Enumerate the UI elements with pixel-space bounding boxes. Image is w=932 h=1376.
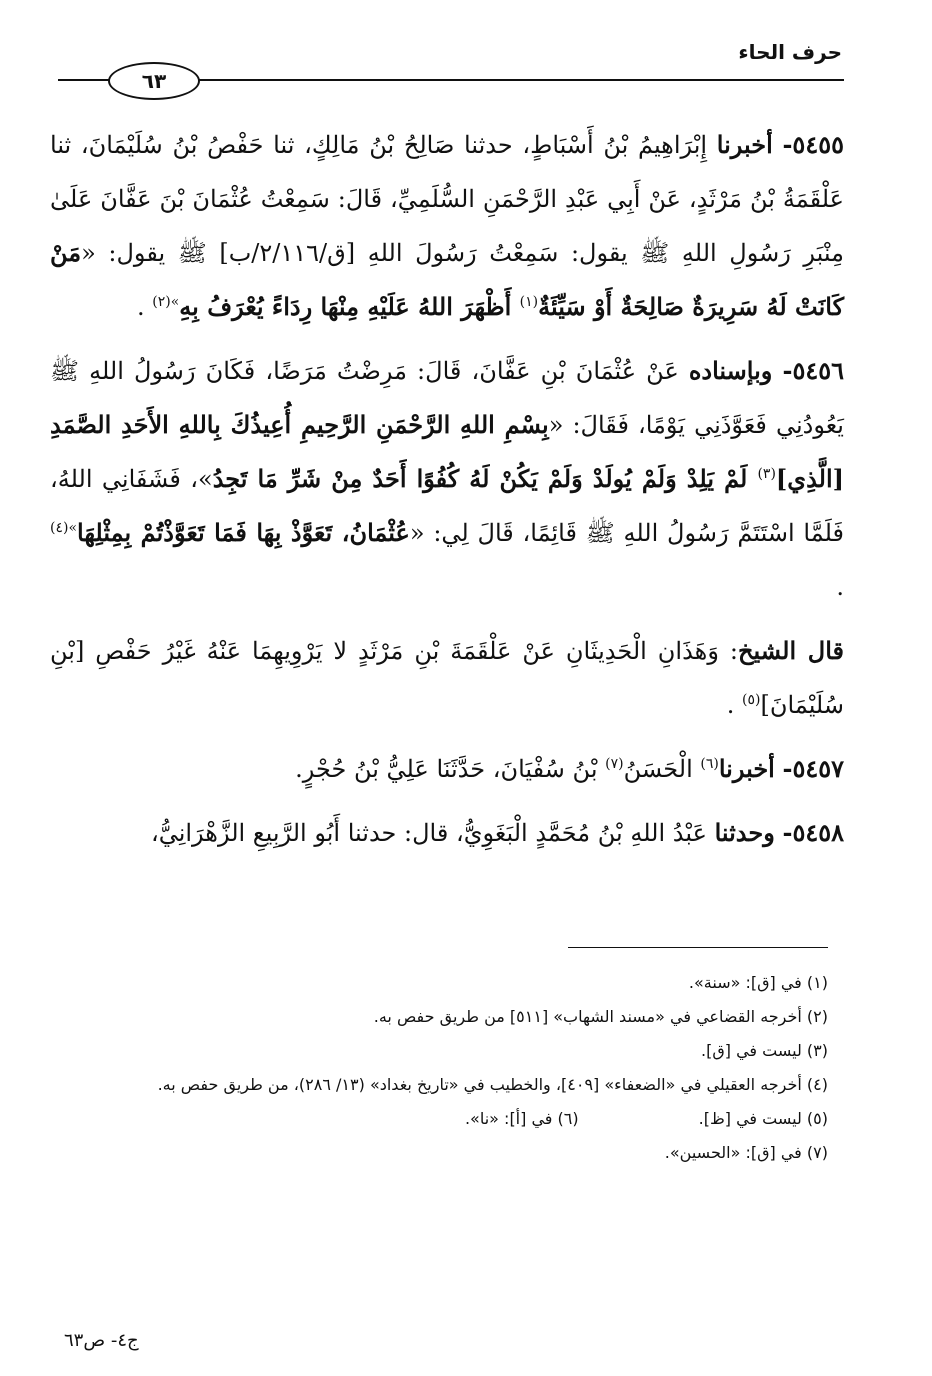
narration-keyword: وحدثنا: [714, 818, 775, 847]
narration-keyword: أخبرنا: [718, 754, 775, 783]
hadith-text: بِسْمِ اللهِ الرَّحْمَنِ الرَّحِيمِ أُعِيذُكَ بِاللهِ الأَحَدِ الصَّمَدِ [الَّذِي]: [50, 410, 844, 493]
footnote-2: (٢) أخرجه القضاعي في «مسند الشهاب» [٥١١] من طريق حفص به.: [373, 1007, 828, 1026]
hadith-number: ٥٤٥٦-: [782, 356, 844, 385]
narration-keyword: أخبرنا: [716, 130, 773, 159]
paragraph-end: .: [726, 691, 743, 719]
hadith-text: أَظْهَرَ اللهُ عَلَيْهِ مِنْهَا رِدَاءً يُعْرَفُ بِهِ: [179, 292, 520, 321]
isnad-text: بْنُ سُفْيَانَ، حَدَّثَنَا عَلِيُّ بْنُ حُجْرٍ.: [295, 755, 606, 783]
footnote-ref-3[interactable]: (٣): [757, 466, 776, 482]
footnote-3: (٣) ليست في [ق].: [701, 1041, 828, 1060]
paragraph-end: .: [137, 293, 153, 321]
page-number: ٦٣: [141, 69, 167, 93]
main-text: [50, 118, 844, 860]
hadith-5456: [50, 344, 844, 614]
sheikh-keyword: قال الشيخ: [737, 636, 845, 665]
paragraph-end: .: [836, 573, 844, 601]
footnote-6: (٦) في [أ]: «نا».: [464, 1109, 579, 1128]
hadith-5457: [50, 742, 844, 796]
footnote-ref-4[interactable]: »(٤): [50, 520, 78, 536]
footnote-ref-6[interactable]: (٦): [700, 756, 719, 772]
footnotes: [54, 966, 828, 1170]
footnote-ref-1[interactable]: (١): [519, 294, 539, 310]
footnote-4: (٤) أخرجه العقيلي في «الضعفاء» [٤٠٩]، والخطيب في «تاريخ بغداد» (١٣/ ٢٨٦)، من طريق حفص به.: [157, 1075, 828, 1094]
hadith-text: عُثْمَانُ، تَعَوَّذْ بِهَا فَمَا تَعَوَّذْتُمْ بِمِثْلِهَا: [77, 518, 410, 547]
hadith-number: ٥٤٥٨-: [782, 818, 844, 847]
chapter-title: حرف الحاء: [738, 40, 842, 64]
footnote-separator: [568, 947, 828, 948]
hadith-text: مَنْ كَانَتْ لَهُ سَرِيرَةٌ صَالِحَةٌ أَوْ سَيِّئَةٌ: [50, 238, 844, 321]
hadith-5458: [50, 806, 844, 860]
hadith-number: ٥٤٥٧-: [782, 754, 844, 783]
narration-keyword: وبإسناده: [688, 356, 773, 385]
footnote-7: (٧) في [ق]: «الحسين».: [664, 1143, 828, 1162]
footnote-1: (١) في [ق]: «سنة».: [688, 973, 828, 992]
isnad-text: عَبْدُ اللهِ بْنُ مُحَمَّدٍ الْبَغَوِيُّ، قال: حدثنا أَبُو الرَّبِيعِ الزَّهْرَانِيُّ،: [150, 819, 715, 847]
hadith-text: لَمْ يَلِدْ وَلَمْ يُولَدْ وَلَمْ يَكُنْ لَهُ كُفُوًا أَحَدٌ مِنْ شَرِّ مَا تَجِدُ: [212, 464, 758, 493]
isnad-text: إِبْرَاهِيمُ بْنُ أَسْبَاطٍ، حدثنا صَالِحُ بْنُ مَالِكٍ، ثنا حَفْصُ بْنُ سُلَيْمَانَ، ثنا عَلْقَمَةُ بْنُ مَرْثَدٍ، عَنْ أَبِي عَبْدِ الرَّحْمَنِ السُّلَمِيِّ، قَالَ: سَمِعْتُ عُثْمَانَ بْنَ عَفَّانَ عَلَىٰ مِنْبَرِ رَسُولِ اللهِ ﷺ يقول: سَمِعْتُ رَسُولَ اللهِ [ق/٢/١١٦/ب] ﷺ يقول: «: [50, 131, 844, 267]
sheikh-comment: [50, 624, 844, 732]
footnote-ref-5[interactable]: (٥): [742, 692, 761, 708]
hadith-number: ٥٤٥٥-: [782, 130, 844, 159]
hadith-5455: [50, 118, 844, 334]
footnote-ref-2[interactable]: »(٢): [152, 294, 180, 310]
isnad-text: الْحَسَنُ: [623, 755, 701, 783]
narration-text: »، فَشَفَانِي اللهُ، فَلَمَّا اسْتَتَمَّ رَسُولُ اللهِ ﷺ قَائِمًا، قَالَ لِي: «: [50, 465, 844, 547]
footnote-5: (٥) ليست في [ظ].: [698, 1109, 828, 1128]
footnote-row: [54, 1102, 828, 1136]
volume-page-label: ج٤- ص٦٣: [64, 1330, 139, 1351]
footnote-ref-7[interactable]: (٧): [605, 756, 624, 772]
page-number-badge: [108, 62, 200, 100]
isnad-text: عَنْ عُثْمَانَ بْنِ عَفَّانَ، قَالَ: مَرِضْتُ مَرَضًا، فَكَانَ رَسُولُ اللهِ ﷺ يَعُودُنِي فَعَوَّذَنِي يَوْمًا، فَقَالَ: «: [50, 357, 844, 439]
comment-text: : وَهَذَانِ الْحَدِيثَانِ عَنْ عَلْقَمَةَ بْنِ مَرْثَدٍ لا يَرْوِيهِمَا عَنْهُ غَيْرُ حَفْصِ [بْنِ سُلَيْمَانَ]: [50, 637, 844, 719]
